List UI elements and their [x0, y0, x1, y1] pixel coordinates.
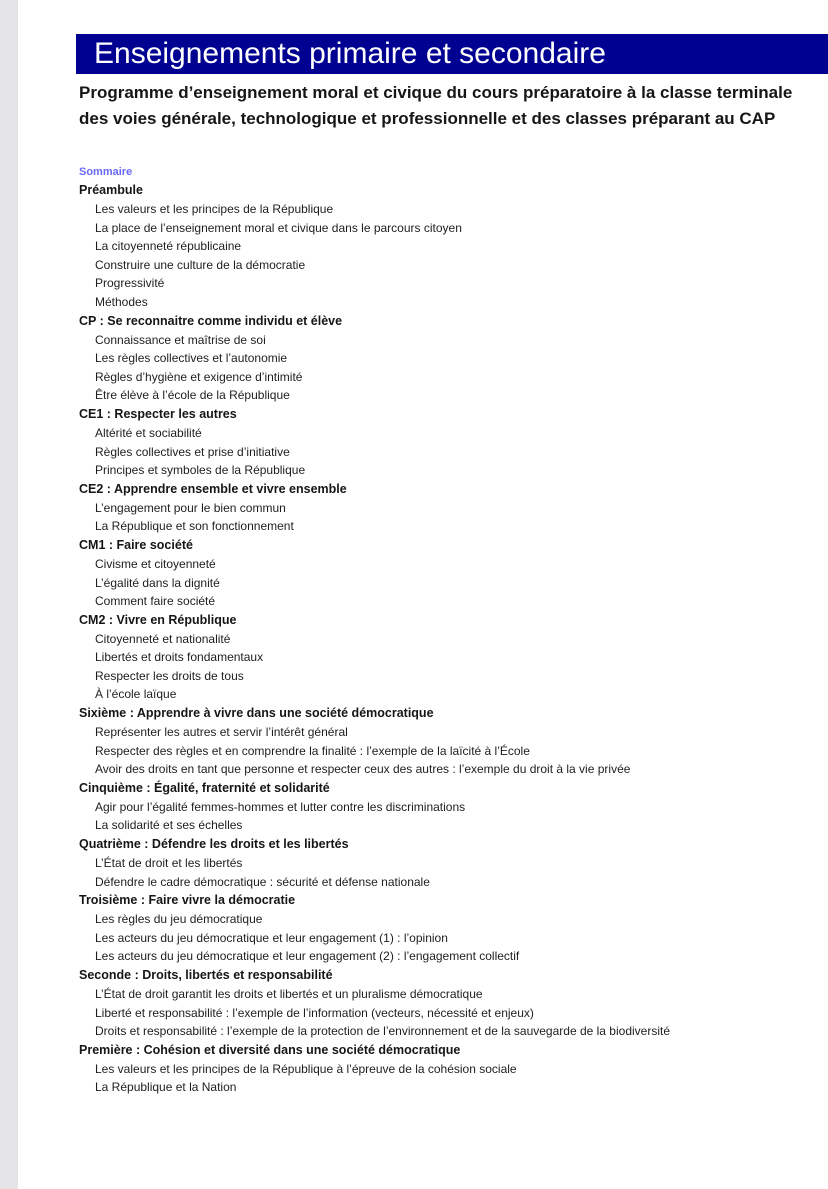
toc-section-title[interactable]: Cinquième : Égalité, fraternité et solidarité	[79, 780, 330, 795]
toc-section	[79, 480, 819, 536]
toc-section	[79, 966, 819, 1041]
toc-section	[79, 181, 819, 312]
toc-item[interactable]: Avoir des droits en tant que personne et respecter ceux des autres : l’exemple du droit à la vie privée	[95, 762, 631, 777]
toc-item[interactable]: Respecter des règles et en comprendre la finalité : l’exemple de la laïcité à l’École	[95, 743, 530, 758]
toc-item[interactable]: Les valeurs et les principes de la République à l’épreuve de la cohésion sociale	[95, 1061, 517, 1076]
toc-item[interactable]: Citoyenneté et nationalité	[95, 631, 231, 646]
toc-item[interactable]: Altérité et sociabilité	[95, 425, 202, 440]
toc-section	[79, 1041, 819, 1097]
toc-item[interactable]: La citoyenneté républicaine	[95, 239, 242, 254]
toc-section-title[interactable]: Seconde : Droits, libertés et responsabilité	[79, 968, 333, 982]
toc-section-title[interactable]: CM1 : Faire société	[79, 537, 193, 552]
toc-sections	[79, 181, 819, 1097]
toc-item[interactable]: Être élève à l’école de la République	[95, 388, 290, 403]
toc-item[interactable]: La République et son fonctionnement	[95, 519, 294, 534]
toc-item[interactable]: Les valeurs et les principes de la République	[95, 202, 334, 216]
document-page	[18, 0, 828, 1189]
toc-item[interactable]: Méthodes	[95, 294, 148, 309]
toc-item[interactable]: Droits et responsabilité : l’exemple de la protection de l’environnement et de la sauvegarde de la biodiversité	[95, 1024, 670, 1039]
toc-item[interactable]: Représenter les autres et servir l’intérêt général	[95, 725, 348, 740]
toc-section	[79, 611, 819, 704]
toc-item[interactable]: Règles collectives et prise d’initiative	[95, 444, 290, 459]
toc-label: Sommaire	[79, 166, 133, 178]
toc-section-title[interactable]: Première : Cohésion et diversité dans une société démocratique	[79, 1042, 461, 1057]
toc-section-title[interactable]: Quatrième : Défendre les droits et les libertés	[79, 837, 349, 852]
toc-item[interactable]: L’égalité dans la dignité	[95, 575, 220, 590]
toc-section-title[interactable]: Préambule	[79, 183, 143, 197]
toc-section-title[interactable]: CM2 : Vivre en République	[79, 612, 237, 627]
toc-item[interactable]: Défendre le cadre démocratique : sécurité et défense nationale	[95, 874, 430, 889]
document-title: Programme d’enseignement moral et civique du cours préparatoire à la classe terminale des voies générale, technologique et professionnelle et des classes préparant au CAP	[79, 83, 793, 128]
toc-item[interactable]: Principes et symboles de la République	[95, 463, 306, 478]
toc-item[interactable]: L’engagement pour le bien commun	[95, 500, 286, 515]
toc-section-title[interactable]: Troisième : Faire vivre la démocratie	[79, 893, 296, 908]
toc-item[interactable]: La solidarité et ses échelles	[95, 818, 243, 833]
toc-item[interactable]: À l’école laïque	[95, 687, 177, 702]
toc-item[interactable]: L’État de droit garantit les droits et libertés et un pluralisme démocratique	[95, 987, 483, 1001]
toc-item[interactable]: La République et la Nation	[95, 1080, 237, 1095]
toc-section-title[interactable]: CP : Se reconnaitre comme individu et élève	[79, 313, 343, 328]
toc-item[interactable]: Les acteurs du jeu démocratique et leur engagement (2) : l’engagement collectif	[95, 949, 520, 964]
toc-item[interactable]: Libertés et droits fondamentaux	[95, 650, 264, 665]
toc-section-title[interactable]: Sixième : Apprendre à vivre dans une société démocratique	[79, 706, 434, 721]
toc-item[interactable]: Comment faire société	[95, 594, 216, 609]
toc-section-title[interactable]: CE2 : Apprendre ensemble et vivre ensemble	[79, 481, 347, 496]
toc-item[interactable]: L’État de droit et les libertés	[95, 856, 243, 871]
toc-section	[79, 405, 819, 480]
toc-section	[79, 536, 819, 611]
toc-item[interactable]: Construire une culture de la démocratie	[95, 257, 306, 272]
toc-item[interactable]: Civisme et citoyenneté	[95, 556, 216, 571]
toc-item[interactable]: Les règles collectives et l’autonomie	[95, 351, 288, 366]
toc-item[interactable]: Connaissance et maîtrise de soi	[95, 332, 266, 347]
toc-item[interactable]: Agir pour l’égalité femmes-hommes et lutter contre les discriminations	[95, 799, 466, 814]
toc-section	[79, 891, 819, 966]
toc-section	[79, 835, 819, 891]
toc-item[interactable]: Progressivité	[95, 276, 165, 291]
toc-section	[79, 704, 819, 779]
toc-item[interactable]: Les acteurs du jeu démocratique et leur engagement (1) : l’opinion	[95, 930, 448, 945]
toc-section	[79, 312, 819, 405]
toc-item[interactable]: Respecter les droits de tous	[95, 668, 244, 683]
table-of-contents	[79, 164, 819, 1097]
toc-section	[79, 779, 819, 835]
toc-item[interactable]: Les règles du jeu démocratique	[95, 912, 263, 927]
toc-item[interactable]: Règles d’hygiène et exigence d’intimité	[95, 369, 303, 384]
toc-item[interactable]: La place de l’enseignement moral et civique dans le parcours citoyen	[95, 220, 462, 235]
section-banner: Enseignements primaire et secondaire	[76, 34, 828, 74]
toc-item[interactable]: Liberté et responsabilité : l’exemple de l’information (vecteurs, nécessité et enjeux)	[95, 1005, 534, 1020]
toc-section-title[interactable]: CE1 : Respecter les autres	[79, 406, 237, 421]
